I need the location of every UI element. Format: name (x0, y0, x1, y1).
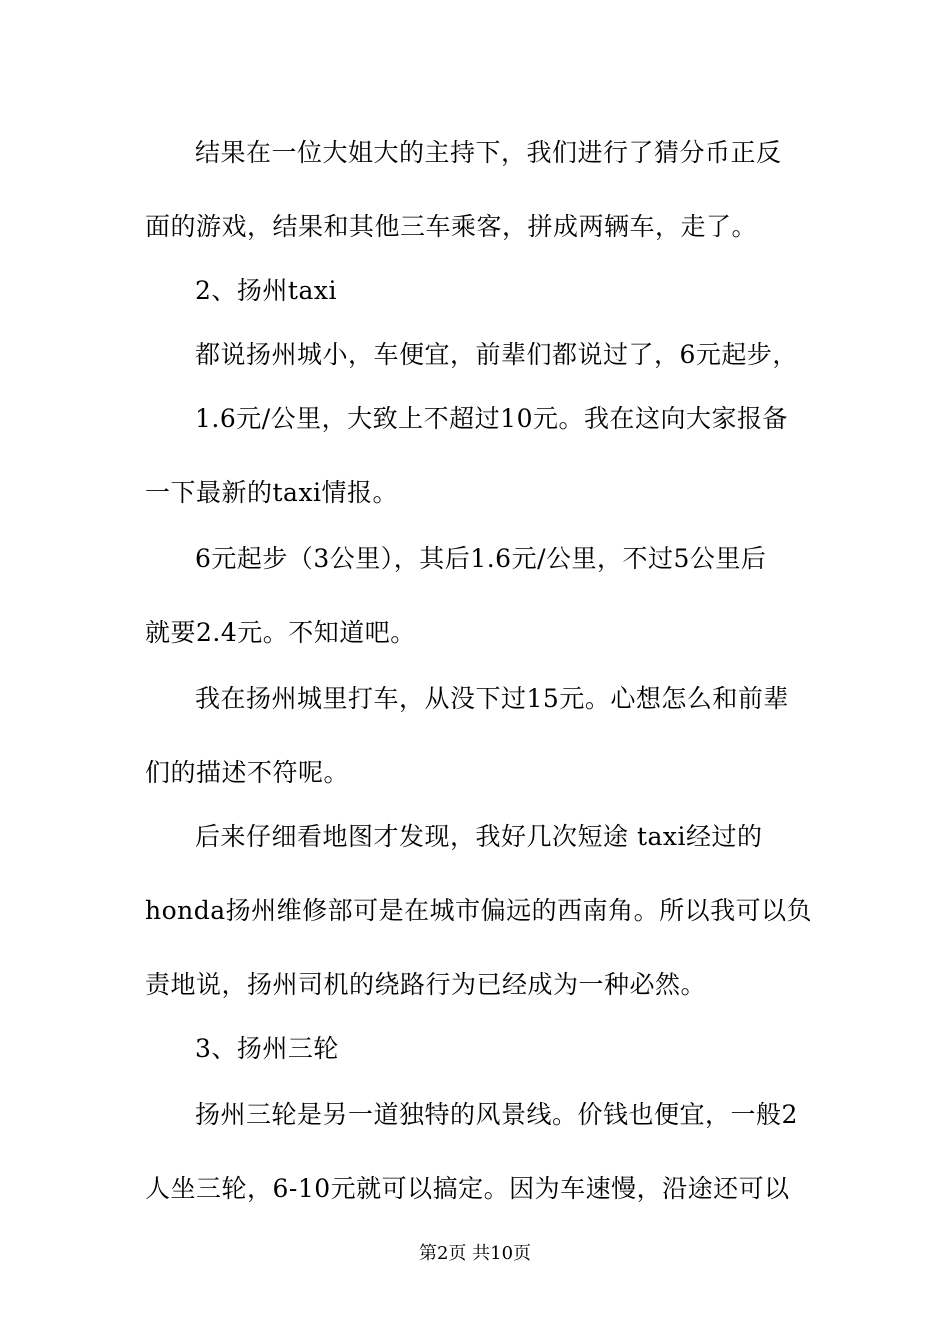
text-line-5: 1.6元/公里，大致上不超过10元。我在这向大家报备 (195, 404, 788, 433)
text-line-11: 后来仔细看地图才发现，我好几次短途 taxi经过的 (195, 822, 763, 851)
text-line-13: 责地说，扬州司机的绕路行为已经成为一种必然。 (145, 970, 707, 999)
text-line-8: 就要2.4元。不知道吧。 (145, 618, 416, 647)
text-line-7: 6元起步（3公里），其后1.6元/公里，不过5公里后 (195, 544, 767, 573)
text-line-10: 们的描述不符呢。 (145, 758, 350, 787)
section-heading-taxi: 2、扬州taxi (195, 276, 337, 305)
text-line-16: 人坐三轮，6-10元就可以搞定。因为车速慢，沿途还可以 (145, 1174, 790, 1203)
text-line-1: 结果在一位大姐大的主持下，我们进行了猜分币正反 (195, 138, 782, 167)
text-line-2: 面的游戏，结果和其他三车乘客，拼成两辆车，走了。 (145, 212, 758, 241)
section-heading-tricycle: 3、扬州三轮 (195, 1034, 339, 1063)
text-line-9: 我在扬州城里打车，从没下过15元。心想怎么和前辈 (195, 684, 789, 713)
page-number-footer: 第2页 共10页 (418, 1243, 532, 1264)
text-line-4: 都说扬州城小，车便宜，前辈们都说过了，6元起步， (195, 340, 798, 369)
text-line-6: 一下最新的taxi情报。 (145, 478, 399, 507)
text-line-12: honda扬州维修部可是在城市偏远的西南角。所以我可以负 (145, 896, 813, 925)
text-line-15: 扬州三轮是另一道独特的风景线。价钱也便宜，一般2 (195, 1100, 798, 1129)
